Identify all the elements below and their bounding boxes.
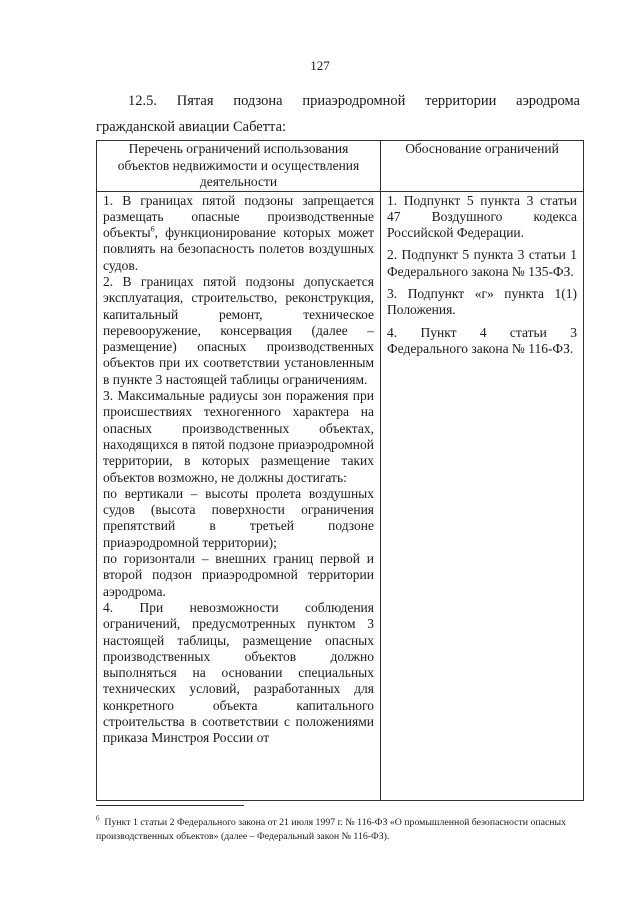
section-heading: 12.5. Пятая подзона приаэродромной территории аэродрома гражданской авиации Сабетта: bbox=[96, 93, 580, 135]
restrictions-table bbox=[96, 140, 584, 801]
footnote-text: Пункт 1 статьи 2 Федерального закона от 21 июля 1997 г. № 116-ФЗ «О промышленной безопасности опасных производственных объектов» (далее – Федеральный закон № 116-ФЗ). bbox=[96, 817, 567, 842]
restriction-item-2: 2. В границах пятой подзоны допускается эксплуатация, строительство, реконструкция, капитальный ремонт, техническое перевооружение, консервация (далее – размещение) опасных производственных объектов при их соответствии установленным в пункте 3 настоящей таблицы ограничениям. bbox=[103, 273, 374, 387]
header-justification bbox=[381, 141, 584, 192]
page-number: 127 bbox=[310, 58, 330, 73]
justification-item-2: 2. Подпункт 5 пункта 3 статьи 1 Федерального закона № 135-ФЗ. bbox=[387, 247, 577, 279]
footnote-separator bbox=[96, 805, 244, 806]
header-col1-label: Перечень ограничений использования объектов недвижимости и осуществления деятельности bbox=[117, 141, 360, 189]
restriction-item-1: 1. В границах пятой подзоны запрещается размещать опасные производственные объекты$^6$, функционирование которых может повлиять на безопасность полетов воздушных судов. bbox=[103, 192, 374, 273]
table-header-row bbox=[97, 141, 584, 192]
restriction-item-3: 3. Максимальные радиусы зон поражения при происшествиях техногенного характера на опасных производственных объектах, находящихся в пятой подзоне приаэродромной территории, в которых размещение таких объектов возможно, не должны достигать: bbox=[103, 388, 374, 485]
restriction-item-3-vertical: по вертикали – высоты пролета воздушных судов (высота поверхности ограничения препятствий в третьей подзоне приаэродромной территории); bbox=[103, 485, 374, 550]
table-row bbox=[97, 191, 584, 800]
footnote bbox=[96, 816, 583, 844]
justification-item-1: 1. Подпункт 5 пункта 3 статьи 47 Воздушного кодекса Российской Федерации. bbox=[387, 192, 577, 241]
justification-cell bbox=[381, 191, 584, 800]
justification-item-3: 3. Подпункт «г» пункта 1(1) Положения. bbox=[387, 285, 577, 318]
header-col2-label: Обоснование ограничений bbox=[405, 141, 559, 156]
footnote-marker: 6 bbox=[96, 814, 100, 823]
justification-item-4: 4. Пункт 4 статьи 3 Федерального закона № 116-ФЗ. bbox=[387, 324, 577, 356]
header-restrictions-list bbox=[97, 141, 381, 192]
restriction-item-4: 4. При невозможности соблюдения ограничений, предусмотренных пунктом 3 настоящей таблицы, размещение опасных производственных объектов должно выполняться на основании специальных технических условий, разработанных для конкретного объекта капитального строительства в соответствии с положениями приказа Минстроя России от bbox=[103, 599, 374, 746]
restriction-item-3-horizontal: по горизонтали – внешних границ первой и второй подзон приаэродромной территории аэродрома. bbox=[103, 551, 374, 599]
restrictions-cell bbox=[97, 191, 381, 800]
footnote-ref: 6 bbox=[150, 224, 155, 234]
